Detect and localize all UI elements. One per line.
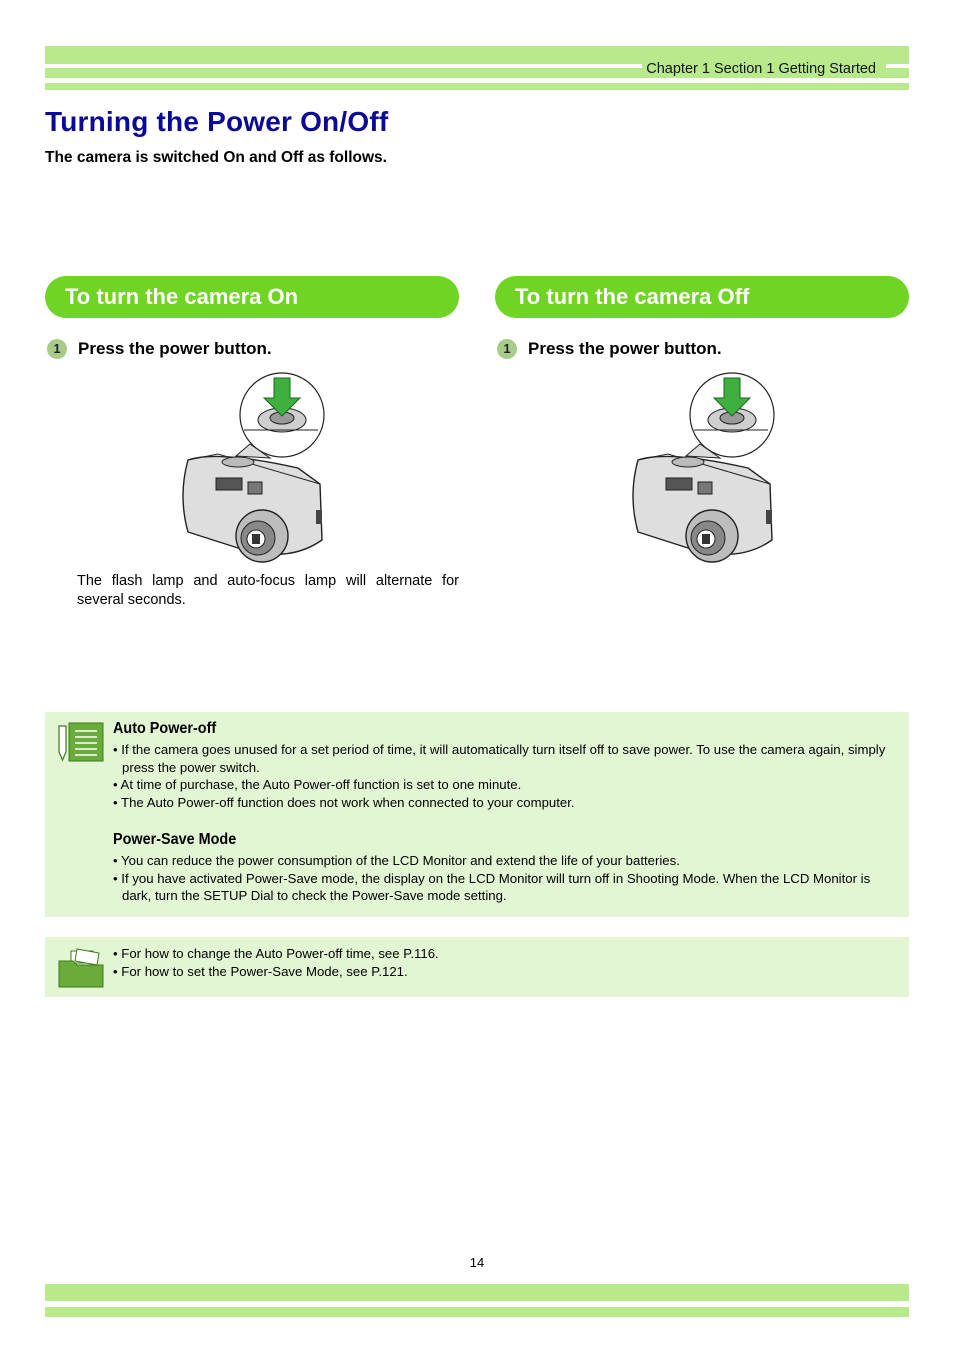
step-on [47,339,272,359]
section-heading-on: To turn the camera On [45,276,459,318]
footer-band-bottom [45,1307,909,1317]
step-text: Press the power button. [528,339,722,358]
list-item: • The Auto Power-off function does not work when connected to your computer. [113,794,575,810]
list-item: • If you have activated Power-Save mode, the display on the LCD Monitor will turn off in Shooting Mode. When the LCD Monitor is dark, turn the SETUP Dial to check the Power-Save mode setting. [113,870,871,903]
memo-pencil-icon [57,722,107,764]
header-band-bottom [45,83,909,90]
reference-list [113,945,901,980]
power-save-heading: Power-Save Mode [113,831,237,848]
camera-power-button-illustration [178,372,328,564]
list-item: • For how to set the Power-Save Mode, see P.121. [113,963,408,979]
step-number-badge: 1 [47,339,67,359]
memo-box [45,712,909,917]
auto-poweroff-list [113,741,901,811]
section-heading-off: To turn the camera Off [495,276,909,318]
power-save-list [113,852,901,905]
step-description: The flash lamp and auto-focus lamp will alternate for several seconds. [77,573,459,608]
step-number-badge: 1 [497,339,517,359]
folder-icon [57,947,105,989]
chapter-label: Chapter 1 Section 1 Getting Started [642,61,886,78]
list-item: • At time of purchase, the Auto Power-off function is set to one minute. [113,777,522,792]
list-item: • You can reduce the power consumption of the LCD Monitor and extend the life of your batteries. [113,853,680,868]
camera-power-button-illustration [628,372,778,564]
page-title: Turning the Power On/Off [45,106,389,137]
list-item: • For how to change the Auto Power-off time, see P.116. [113,946,439,961]
camera-illustration-group [633,373,774,562]
step-text: Press the power button. [78,339,272,358]
auto-poweroff-heading: Auto Power-off [113,720,217,737]
reference-box [45,937,909,997]
step-off [497,339,722,359]
list-item: • If the camera goes unused for a set period of time, it will automatically turn itself off to save power. To use the camera again, simply press the power switch. [113,742,886,775]
page-number: 14 [469,1255,485,1270]
footer-band-top [45,1284,909,1301]
page-subtitle: The camera is switched On and Off as follows. [45,149,387,166]
camera-illustration-group [183,373,324,562]
